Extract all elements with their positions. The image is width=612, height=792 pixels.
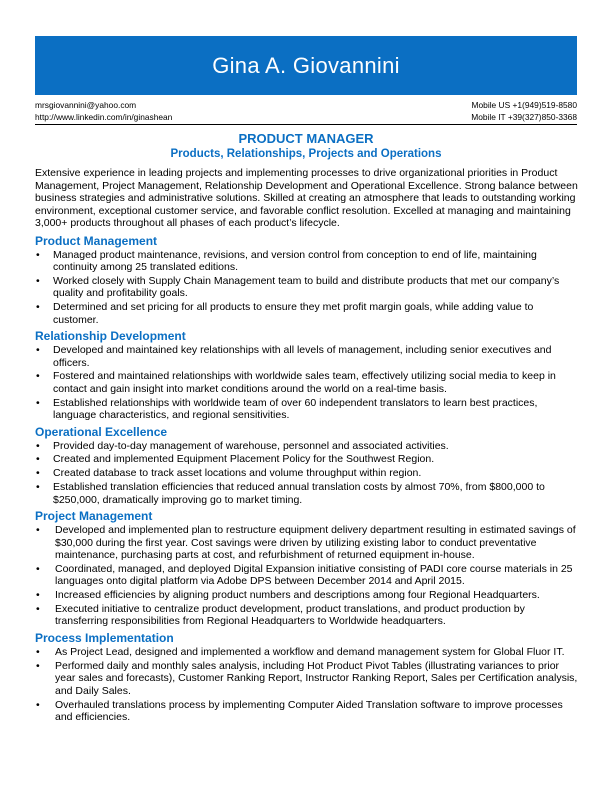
section-operational-excellence xyxy=(35,425,580,506)
section-heading: Process Implementation xyxy=(35,630,174,645)
bullet-icon: • xyxy=(36,562,40,575)
list-item-text: Determined and set pricing for all products to ensure they met profit margin goals, while adding value to customer. xyxy=(53,301,534,326)
linkedin-link[interactable]: http://www.linkedin.com/in/ginashean xyxy=(35,111,173,122)
section-heading: Project Management xyxy=(35,509,153,524)
list-item-text: Executed initiative to centralize product development, product translations, and product production by transferring responsibilities from Regional Headquarters to Worldwide headquarters. xyxy=(55,602,525,628)
section-relationship-development xyxy=(35,329,580,422)
list-item xyxy=(35,453,580,466)
list-item xyxy=(35,589,580,602)
bullet-icon: • xyxy=(36,467,40,480)
list-item xyxy=(35,481,580,506)
list-item-text: Fostered and maintained relationships with worldwide sales team, effectively utilizing social media to keep in contact and gain insight into market conditions around the world on a real-time basis. xyxy=(53,370,556,395)
list-item xyxy=(35,301,580,326)
contact-info xyxy=(35,100,577,125)
list-item xyxy=(35,370,580,395)
bullet-icon: • xyxy=(36,589,40,602)
bullet-icon: • xyxy=(36,698,40,711)
bullet-list xyxy=(35,440,580,506)
list-item-text: Established relationships with worldwide team of over 60 independent translators to learn best practices, language characteristics, and regional sensitivities. xyxy=(53,396,538,422)
job-title: PRODUCT MANAGER xyxy=(238,131,374,146)
bullet-icon: • xyxy=(36,370,40,383)
bullet-icon: • xyxy=(36,481,40,494)
job-subtitle: Products, Relationships, Projects and Operations xyxy=(170,148,442,160)
list-item xyxy=(35,660,580,698)
list-item xyxy=(35,563,580,588)
email-link[interactable]: mrsgiovannini@yahoo.com xyxy=(35,100,137,110)
bullet-icon: • xyxy=(36,645,40,658)
list-item xyxy=(35,440,580,453)
bullet-icon: • xyxy=(36,344,40,357)
list-item-text: Provided day-to-day management of warehouse, personnel and associated activities. xyxy=(53,439,449,452)
resume-body xyxy=(35,167,580,727)
list-item xyxy=(35,397,580,422)
section-product-management xyxy=(35,234,580,327)
list-item-text: Created and implemented Equipment Placement Policy for the Southwest Region. xyxy=(53,453,435,466)
list-item xyxy=(35,646,580,659)
list-item-text: Created database to track asset locations and volume throughput within region. xyxy=(53,467,422,480)
list-item-text: Managed product maintenance, revisions, and version control from conception to end of life, maintaining continuity among 25 translated editions. xyxy=(53,248,537,273)
bullet-list xyxy=(35,249,580,327)
bullet-icon: • xyxy=(36,274,40,287)
list-item-text: Increased efficiencies by aligning product numbers and descriptions among four Regional Headquarters. xyxy=(55,589,540,602)
summary: Extensive experience in leading projects and implementing processes to drive organizational priorities in Product Management, Project Management, Relationship Development and Operational Excellence. Strong balance between business strategies and administrative solutions. Skilled at creating an atmosphere that leads to outstanding working environment, exceptional customer service, and favorable conflict resolution. Excelled at managing and maintaining 3,000+ products throughout all phases of each product’s lifecycle. xyxy=(35,167,578,229)
list-item-text: As Project Lead, designed and implemented a workflow and demand management system for Global Fluor IT. xyxy=(55,645,565,658)
section-heading: Product Management xyxy=(35,233,158,248)
list-item-text: Established translation efficiencies that reduced annual translation costs by almost 70%, from $800,000 to $250,000, dramatically improving go to market timing. xyxy=(53,481,545,506)
list-item xyxy=(35,467,580,480)
list-item-text: Developed and implemented plan to restructure equipment delivery department resulting in estimated savings of $30,000 during the first year. Cost savings were driven by utilizing existing labor to conduct preventative maintenance, purchasing parts at cost, and refurbishment of returned equipment in-house. xyxy=(55,524,576,562)
list-item-text: Coordinated, managed, and deployed Digital Expansion initiative consisting of PADI core course materials in 25 languages onto digital platform via Adobe DPS between December 2014 and April 2015. xyxy=(55,562,573,588)
section-process-implementation xyxy=(35,631,580,724)
candidate-name: Gina A. Giovannini xyxy=(212,52,400,78)
phone-it: Mobile IT +39(327)850-3368 xyxy=(471,111,577,122)
list-item xyxy=(35,524,580,562)
bullet-icon: • xyxy=(36,301,40,314)
bullet-list xyxy=(35,646,580,724)
bullet-icon: • xyxy=(36,248,40,261)
section-heading: Operational Excellence xyxy=(35,424,168,439)
bullet-list xyxy=(35,524,580,628)
list-item xyxy=(35,699,580,724)
bullet-list xyxy=(35,344,580,422)
section-heading: Relationship Development xyxy=(35,329,186,344)
list-item xyxy=(35,249,580,274)
name-banner xyxy=(35,36,577,95)
list-item-text: Overhauled translations process by implementing Computer Aided Translation software to improve processes and efficiencies. xyxy=(55,698,563,724)
bullet-icon: • xyxy=(36,659,40,672)
bullet-icon: • xyxy=(36,602,40,615)
bullet-icon: • xyxy=(36,524,40,537)
bullet-icon: • xyxy=(36,396,40,409)
phone-us: Mobile US +1(949)519-8580 xyxy=(471,100,577,110)
bullet-icon: • xyxy=(36,453,40,466)
list-item-text: Performed daily and monthly sales analysis, including Hot Product Pivot Tables (illustrating variances to prior year sales and forecasts), Customer Ranking Report, Instructor Ranking Report, Sales per Certification analysis, and Daily Sales. xyxy=(55,659,578,697)
list-item xyxy=(35,344,580,369)
list-item xyxy=(35,603,580,628)
list-item xyxy=(35,275,580,300)
list-item-text: Developed and maintained key relationships with all levels of management, including senior executives and officers. xyxy=(53,344,552,369)
list-item-text: Worked closely with Supply Chain Management team to build and distribute products that met our company’s quality and profitability goals. xyxy=(53,274,560,300)
bullet-icon: • xyxy=(36,439,40,452)
headline xyxy=(35,131,577,162)
section-project-management xyxy=(35,509,580,628)
